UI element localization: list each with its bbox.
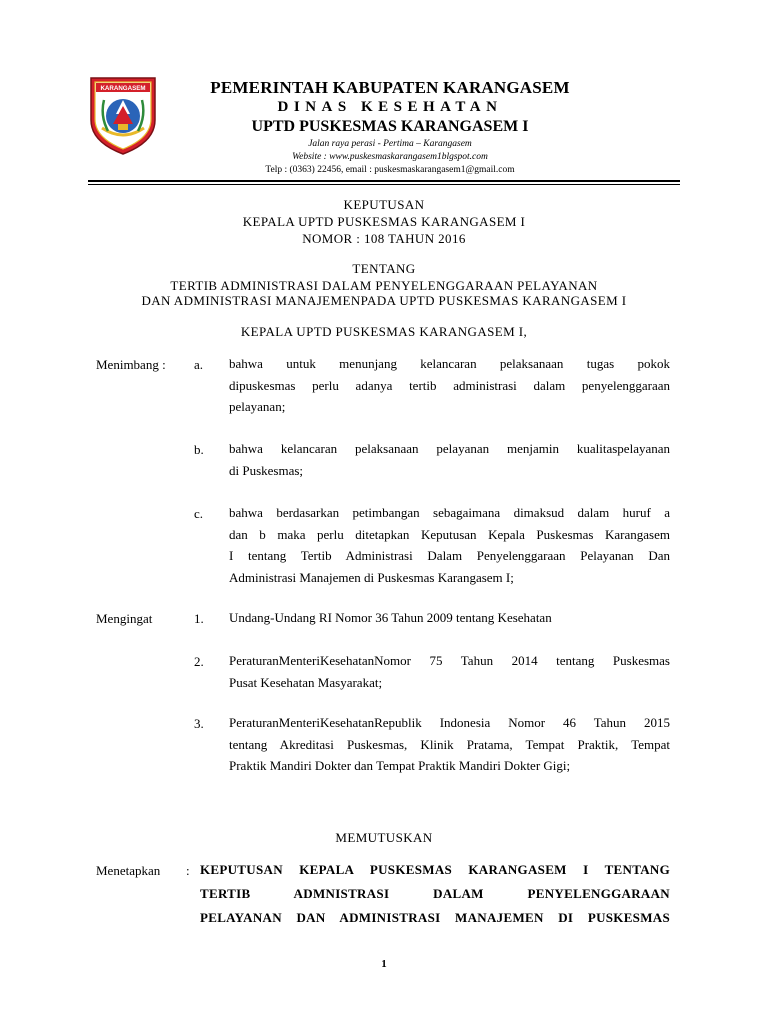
text-line: bahwa berdasarkan petimbangan sebagaimana dimaksud dalam huruf a (229, 505, 670, 520)
mengingat-marker-2: 2. (194, 654, 204, 669)
text-line: KEPUTUSAN KEPALA PUSKESMAS KARANGASEM I TENTANG (200, 862, 670, 877)
letterhead-divider-thin (88, 184, 680, 185)
text-line: dan b maka perlu ditetapkan Keputusan Kepala Puskesmas Karangasem (229, 526, 670, 542)
letterhead-address: Jalan raya perasi - Pertima – Karangasem (308, 139, 472, 149)
menimbang-label: Menimbang : (96, 357, 166, 372)
text-line: I tentang Tertib Administrasi Dalam Penyelenggaraan Pelayanan Dan (229, 548, 670, 564)
decree-about: TENTANG (352, 261, 416, 276)
text-line: PELAYANAN DAN ADMINISTRASI MANAJEMEN DI PUSKESMAS (200, 910, 670, 925)
letterhead-unit: UPTD PUSKESMAS KARANGASEM I (251, 118, 529, 135)
mengingat-item-3 (229, 712, 670, 777)
menimbang-marker-a: a. (194, 357, 204, 372)
menetapkan-text (200, 858, 670, 930)
text-line: PeraturanMenteriKesehatanRepublik Indonesia Nomor 46 Tahun 2015 (229, 715, 670, 730)
text-line: dipuskesmas perlu adanya tertib administrasi dalam penyelenggaraan (229, 377, 670, 393)
karangasem-emblem (88, 76, 158, 156)
menimbang-item-c (229, 502, 670, 588)
decree-issuer: KEPALA UPTD PUSKESMAS KARANGASEM I (242, 214, 526, 229)
mengingat-marker-1: 1. (194, 611, 204, 626)
menetapkan-colon: : (186, 863, 190, 878)
letterhead-contact: Telp : (0363) 22456, email : puskesmaskarangasem1@gmail.com (265, 165, 515, 175)
mengingat-item-1 (229, 607, 670, 629)
menimbang-marker-c: c. (194, 506, 204, 521)
text-line: Undang-Undang RI Nomor 36 Tahun 2009 tentang Kesehatan (229, 610, 552, 625)
decree-subject-line-2: DAN ADMINISTRASI MANAJEMENPADA UPTD PUSKESMAS KARANGASEM I (141, 293, 627, 308)
menimbang-item-b (229, 438, 670, 481)
text-line: TERTIB ADMNISTRASI DALAM PENYELENGGARAAN (200, 886, 670, 901)
decree-authority: KEPALA UPTD PUSKESMAS KARANGASEM I, (240, 324, 528, 339)
text-line: Administrasi Manajemen di Puskesmas Karangasem I; (229, 569, 514, 585)
text-line: PeraturanMenteriKesehatanNomor 75 Tahun 2014 tentang Puskesmas (229, 653, 670, 668)
letterhead-divider-thick (88, 180, 680, 182)
text-line: di Puskesmas; (229, 462, 304, 478)
letterhead-government: PEMERINTAH KABUPATEN KARANGASEM (210, 78, 570, 97)
menetapkan-label: Menetapkan (96, 863, 161, 878)
mengingat-label: Mengingat (96, 611, 153, 626)
letterhead-website: Website : www.puskesmaskarangasem1blgspot.com (292, 152, 488, 162)
page-number: 1 (381, 958, 387, 970)
emblem-label: KARANGASEM (100, 85, 146, 92)
text-line: bahwa untuk menunjang kelancaran pelaksanaan tugas pokok (229, 356, 670, 371)
decree-subject-line-1: TERTIB ADMINISTRASI DALAM PENYELENGGARAAN PELAYANAN (170, 278, 598, 293)
menimbang-item-a (229, 353, 670, 418)
decree-type: KEPUTUSAN (343, 197, 425, 212)
mengingat-marker-3: 3. (194, 716, 204, 731)
letterhead-agency: DINAS KESEHATAN (277, 99, 503, 115)
text-line: Praktik Mandiri Dokter dan Tempat Praktik Mandiri Dokter Gigi; (229, 758, 571, 774)
text-line: tentang Akreditasi Puskesmas, Klinik Pratama, Tempat Praktik, Tempat (229, 736, 670, 752)
decree-number: NOMOR : 108 TAHUN 2016 (302, 231, 466, 246)
mengingat-item-2 (229, 650, 670, 693)
memutuskan-heading: MEMUTUSKAN (335, 830, 433, 845)
text-line: pelayanan; (229, 399, 286, 415)
text-line: Pusat Kesehatan Masyarakat; (229, 674, 383, 690)
text-line: bahwa kelancaran pelaksanaan pelayanan menjamin kualitaspelayanan (229, 441, 670, 456)
menimbang-marker-b: b. (194, 442, 204, 457)
